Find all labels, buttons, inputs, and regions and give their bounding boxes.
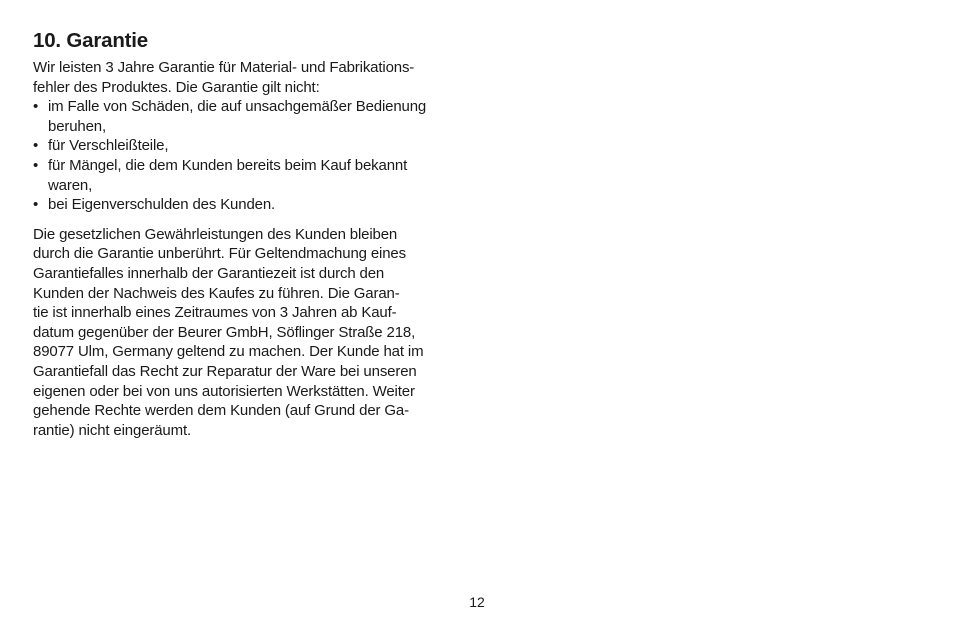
warranty-section — [33, 28, 473, 440]
intro-text — [33, 58, 473, 97]
intro-line: Wir leisten 3 Jahre Garantie für Material- und Fabrikations- — [33, 59, 415, 76]
paragraph-line: 89077 Ulm, Germany geltend zu machen. Der Kunde hat im — [33, 343, 424, 361]
paragraph-line: Garantiefalles innerhalb der Garantiezeit ist durch den — [33, 264, 385, 282]
section-title: 10. Garantie — [33, 29, 148, 52]
list-item-line: bei Eigenverschulden des Kunden. — [48, 196, 276, 214]
paragraph-line: datum gegenüber der Beurer GmbH, Söflinger Straße 218, — [33, 323, 416, 341]
bullet-icon: • — [33, 98, 39, 116]
exclusion-list — [33, 97, 473, 215]
list-item-line: beruhen, — [48, 117, 107, 135]
list-item-line: für Verschleißteile, — [48, 137, 169, 155]
paragraph-line: durch die Garantie unberührt. Für Geltendmachung eines — [33, 245, 406, 263]
list-item — [33, 97, 473, 136]
paragraph-line: Garantiefall das Recht zur Reparatur der Ware bei unseren — [33, 362, 417, 380]
paragraph-spacer — [33, 215, 473, 225]
list-item — [33, 195, 473, 215]
list-item-line: für Mängel, die dem Kunden bereits beim Kauf bekannt — [48, 156, 408, 174]
bullet-icon: • — [33, 137, 39, 155]
bullet-icon: • — [33, 196, 39, 214]
list-item-line: im Falle von Schäden, die auf unsachgemäßer Bedienung — [48, 98, 427, 116]
list-item — [33, 136, 473, 156]
paragraph-line: Die gesetzlichen Gewährleistungen des Kunden bleiben — [33, 225, 398, 243]
paragraph-line: tie ist innerhalb eines Zeitraumes von 3 Jahren ab Kauf- — [33, 304, 397, 322]
bullet-icon: • — [33, 156, 39, 174]
body-paragraph — [33, 225, 473, 441]
paragraph-line: eigenen oder bei von uns autorisierten Werkstätten. Weiter — [33, 382, 415, 400]
list-item — [33, 156, 473, 195]
paragraph-line: Kunden der Nachweis des Kaufes zu führen. Die Garan- — [33, 284, 400, 302]
paragraph-line: rantie) nicht eingeräumt. — [33, 421, 191, 439]
page-number: 12 — [469, 594, 485, 610]
paragraph-line: gehende Rechte werden dem Kunden (auf Grund der Ga- — [33, 402, 409, 420]
list-item-line: waren, — [48, 176, 93, 194]
intro-line: fehler des Produktes. Die Garantie gilt nicht: — [33, 78, 320, 96]
